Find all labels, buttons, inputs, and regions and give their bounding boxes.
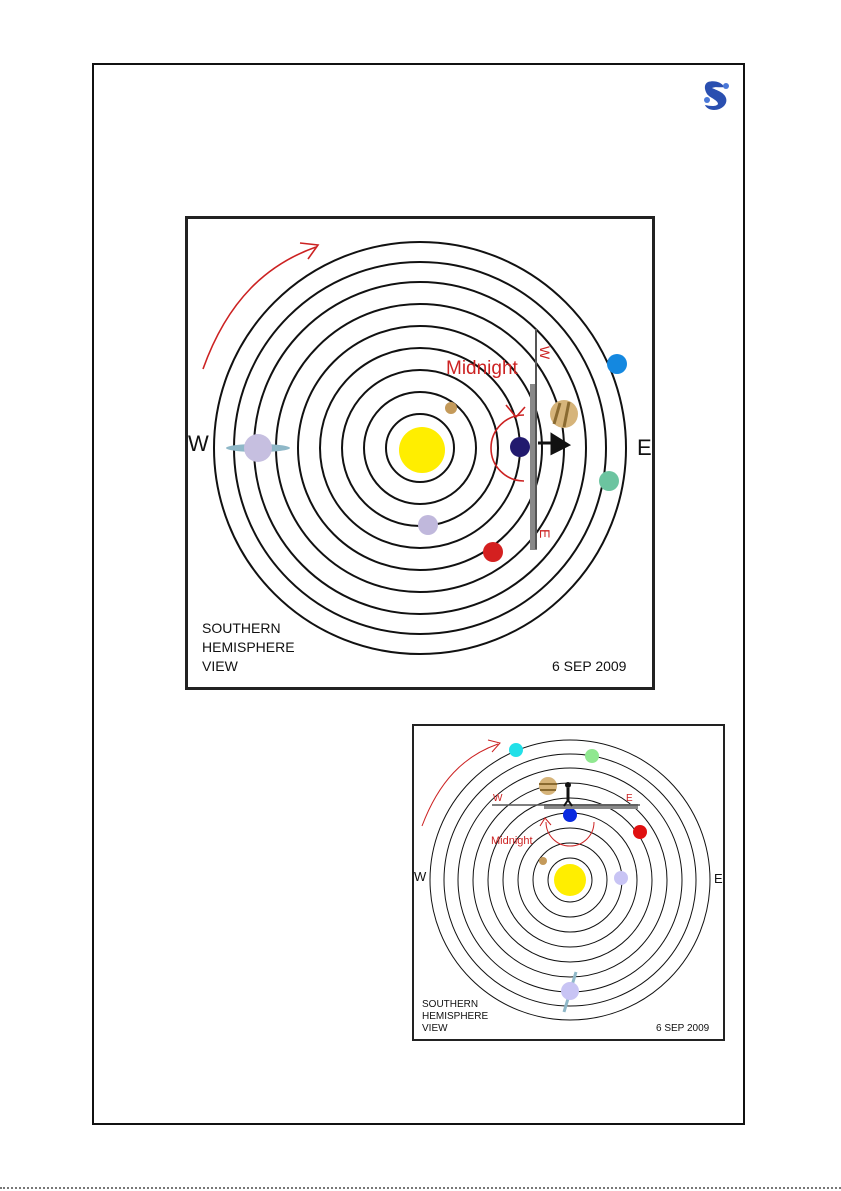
horizon-e-label: E	[537, 529, 553, 539]
midnight-label: Midnight	[491, 835, 533, 847]
horizon-w-label: W	[537, 346, 553, 360]
mercury	[445, 402, 457, 414]
mars	[633, 825, 647, 839]
jupiter	[550, 400, 578, 428]
west-label: W	[188, 431, 209, 456]
uranus	[585, 749, 599, 763]
observer-icon	[564, 782, 572, 806]
venus	[418, 515, 438, 535]
earth	[563, 808, 577, 822]
view-label-line3: VIEW	[422, 1023, 448, 1034]
midnight-arc	[546, 822, 594, 846]
sun	[399, 427, 445, 473]
east-label: E	[637, 435, 652, 460]
sun	[554, 864, 586, 896]
saturn	[226, 434, 290, 462]
uranus	[599, 471, 619, 491]
venus	[614, 871, 628, 885]
view-label-line1: SOUTHERN	[422, 999, 479, 1010]
west-label: W	[414, 869, 427, 884]
date-label: 6 SEP 2009	[656, 1023, 710, 1034]
view-label-line1: SOUTHERN	[202, 620, 281, 636]
jupiter	[539, 777, 557, 795]
view-label-line2: HEMISPHERE	[422, 1011, 489, 1022]
view-label-line2: HEMISPHERE	[202, 639, 295, 655]
midnight-label: Midnight	[446, 358, 518, 379]
solar-system-diagram-large	[185, 216, 655, 690]
earth	[510, 437, 530, 457]
solar-system-diagram-small	[412, 724, 725, 1041]
east-label: E	[714, 871, 723, 886]
date-label: 6 SEP 2009	[552, 658, 627, 674]
page-edge-dotted-line	[0, 1187, 841, 1189]
neptune	[607, 354, 627, 374]
horizon-e-label: E	[626, 793, 633, 804]
view-label-line3: VIEW	[202, 658, 238, 674]
neptune	[509, 743, 523, 757]
puzzle-logo-icon	[698, 78, 734, 114]
rotation-arrowhead	[300, 243, 318, 259]
horizon-w-label: W	[493, 793, 503, 804]
mars	[483, 542, 503, 562]
mercury	[539, 857, 547, 865]
